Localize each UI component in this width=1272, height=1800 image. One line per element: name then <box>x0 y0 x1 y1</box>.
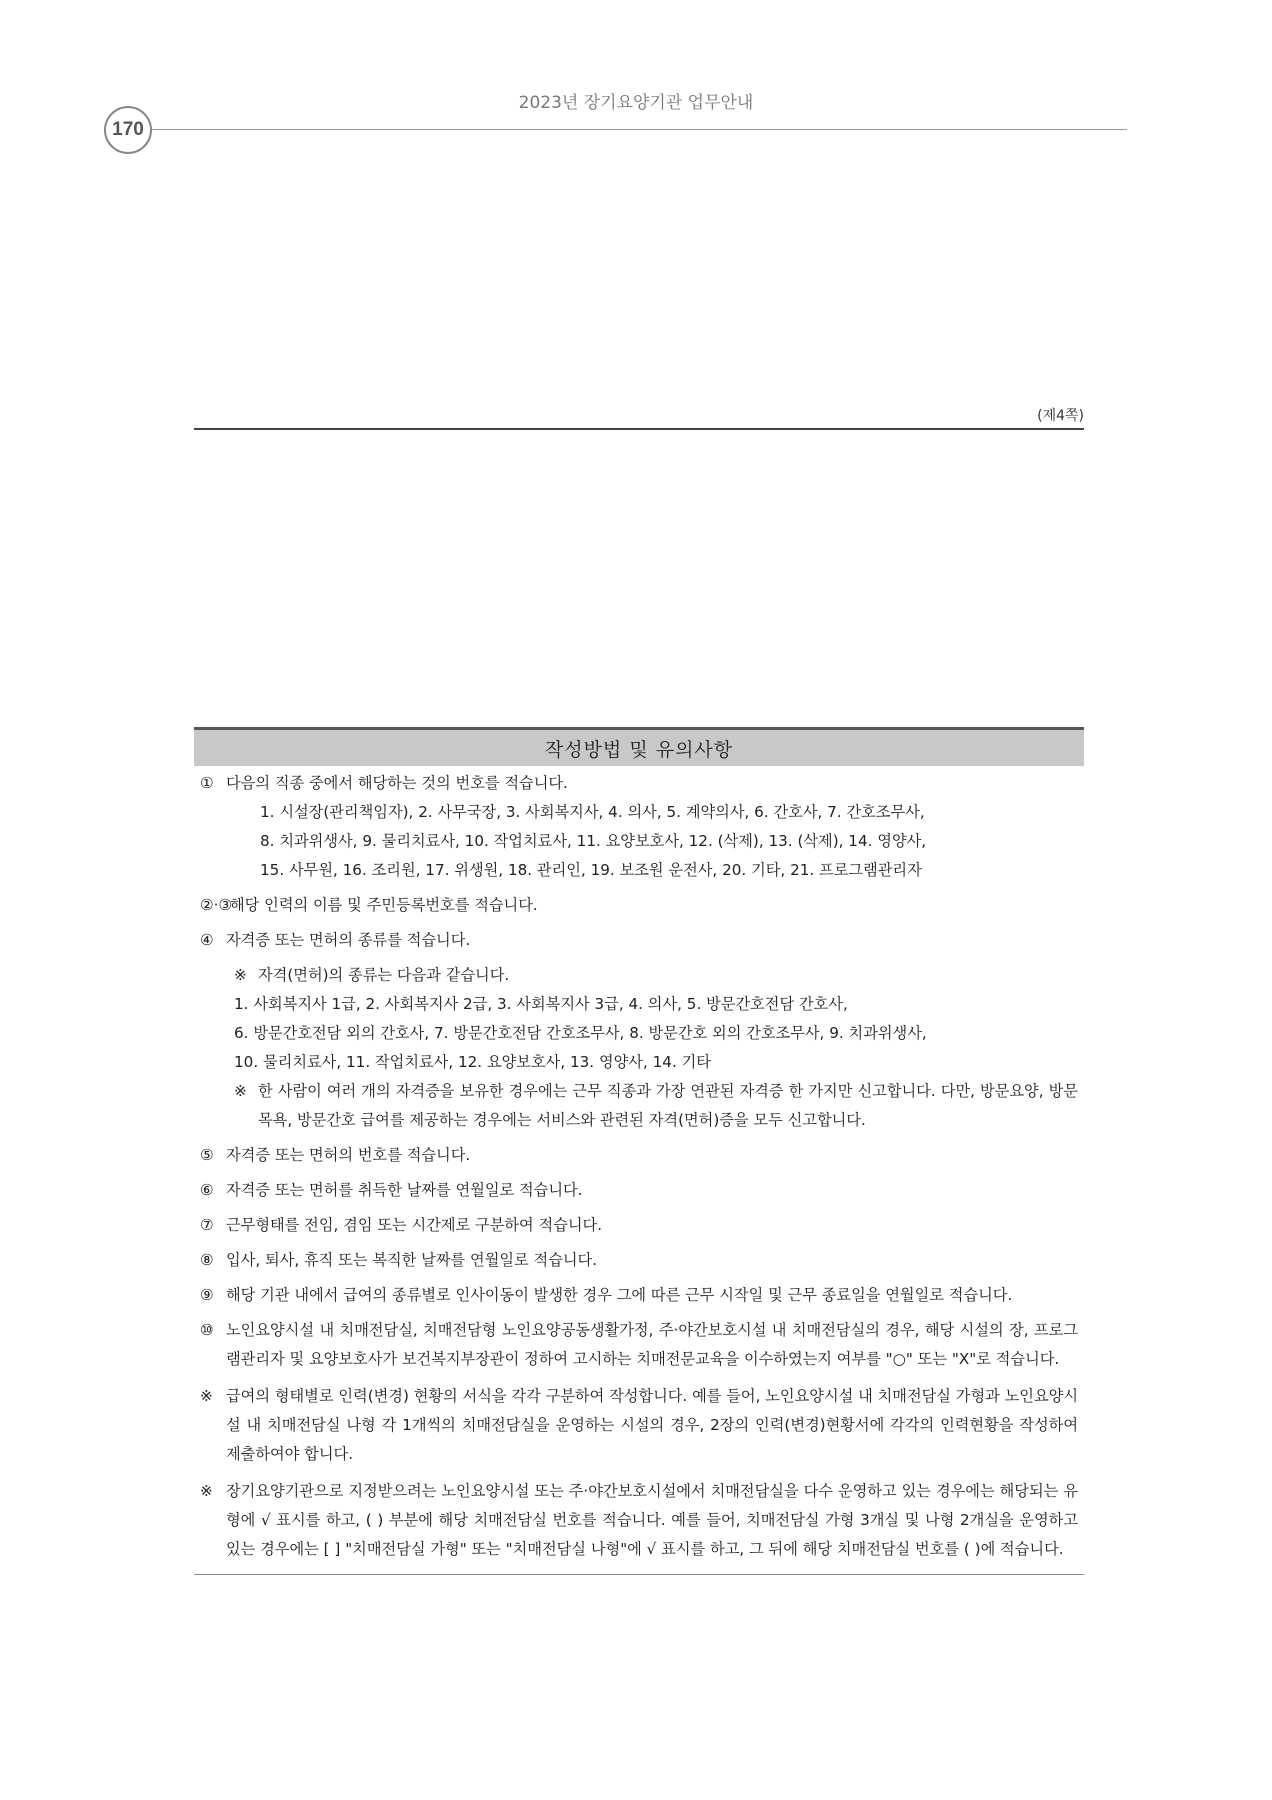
item-text: 근무형태를 전임, 겸임 또는 시간제로 구분하여 적습니다. <box>226 1216 603 1234</box>
general-note-a <box>200 1382 1078 1469</box>
instructions-heading: 작성방법 및 유의사항 <box>194 727 1084 766</box>
instructions-body <box>194 766 1084 1570</box>
instruction-item-2-3 <box>200 891 1078 920</box>
note-text: 자격(면허)의 종류는 다음과 같습니다. <box>258 966 510 984</box>
license-list-line: 10. 물리치료사, 11. 작업치료사, 12. 요양보호사, 13. 영양사, 14. 기타 <box>234 1053 711 1071</box>
note-marker: ※ <box>200 1482 213 1500</box>
instruction-item-10 <box>200 1316 1078 1374</box>
license-types-note <box>234 961 1078 990</box>
instruction-item-8 <box>200 1246 1078 1275</box>
header-rule <box>152 129 1127 130</box>
form-top-rule <box>194 428 1084 430</box>
item-marker: ① <box>200 774 214 792</box>
instruction-item-6 <box>200 1176 1078 1205</box>
item-text: 자격증 또는 면허의 종류를 적습니다. <box>226 931 471 949</box>
item-text: 해당 기관 내에서 급여의 종류별로 인사이동이 발생한 경우 그에 따른 근무 시작일 및 근무 종료일을 연월일로 적습니다. <box>226 1286 1013 1304</box>
item-text: 해당 인력의 이름 및 주민등록번호를 적습니다. <box>230 896 538 914</box>
item-text: 자격증 또는 면허를 취득한 날짜를 연월일로 적습니다. <box>226 1181 583 1199</box>
form-page-indicator: (제4쪽) <box>1037 408 1084 424</box>
item-marker: ⑩ <box>200 1321 214 1339</box>
item-text: 노인요양시설 내 치매전담실, 치매전담형 노인요양공동생활가정, 주·야간보호시설 내 치매전담실의 경우, 해당 시설의 장, 프로그램관리자 및 요양보호사가 보건복지부장관이 정하여 고시하는 치매전문교육을 이수하였는지 여부를 "○" 또는 "X"로 적습니다. <box>226 1321 1078 1368</box>
running-header-title: 2023년 장기요양기관 업무안내 <box>518 93 754 113</box>
note-marker: ※ <box>234 1082 247 1100</box>
section-bottom-rule <box>194 1574 1084 1575</box>
item-marker: ④ <box>200 931 214 949</box>
instruction-item-4 <box>200 926 1078 1135</box>
item-text: 입사, 퇴사, 휴직 또는 복직한 날짜를 연월일로 적습니다. <box>226 1251 598 1269</box>
instruction-item-5 <box>200 1141 1078 1170</box>
item-marker: ⑧ <box>200 1251 214 1269</box>
multiple-license-note <box>234 1077 1078 1135</box>
note-text: 한 사람이 여러 개의 자격증을 보유한 경우에는 근무 직종과 가장 연관된 자격증 한 가지만 신고합니다. 다만, 방문요양, 방문목욕, 방문간호 급여를 제공하는 경우에는 서비스와 관련된 자격(면허)증을 모두 신고합니다. <box>258 1082 1078 1129</box>
note-marker: ※ <box>200 1387 213 1405</box>
license-list-line: 1. 사회복지사 1급, 2. 사회복지사 2급, 3. 사회복지사 3급, 4. 의사, 5. 방문간호전담 간호사, <box>234 995 848 1013</box>
license-list-line: 6. 방문간호전담 외의 간호사, 7. 방문간호전담 간호조무사, 8. 방문간호 외의 간호조무사, 9. 치과위생사, <box>234 1024 927 1042</box>
item-marker: ②·③ <box>200 896 233 914</box>
job-list-line: 1. 시설장(관리책임자), 2. 사무국장, 3. 사회복지사, 4. 의사, 5. 계약의사, 6. 간호사, 7. 간호조무사, <box>260 803 925 821</box>
note-marker: ※ <box>234 966 247 984</box>
job-list-line: 8. 치과위생사, 9. 물리치료사, 10. 작업치료사, 11. 요양보호사, 12. (삭제), 13. (삭제), 14. 영양사, <box>260 832 927 850</box>
page-number-text: 170 <box>112 119 144 140</box>
page-number <box>104 106 152 154</box>
instruction-item-9 <box>200 1281 1078 1310</box>
item-marker: ⑨ <box>200 1286 214 1304</box>
note-text: 장기요양기관으로 지정받으려는 노인요양시설 또는 주·야간보호시설에서 치매전담실을 다수 운영하고 있는 경우에는 해당되는 유형에 √ 표시를 하고, ( ) 부분에 해당 치매전담실 번호를 적습니다. 예를 들어, 치매전담실 가형 3개실 및 나형 2개실을 운영하고 있는 경우에는 [ ] "치매전담실 가형" 또는 "치매전담실 나형"에 √ 표시를 하고, 그 뒤에 해당 치매전담실 번호를 ( )에 적습니다. <box>226 1482 1078 1558</box>
item-text: 자격증 또는 면허의 번호를 적습니다. <box>226 1146 471 1164</box>
item-marker: ⑦ <box>200 1216 214 1234</box>
instruction-item-7 <box>200 1211 1078 1240</box>
instruction-item-1 <box>200 769 1078 885</box>
item-marker: ⑥ <box>200 1181 214 1199</box>
writing-instructions-section <box>194 727 1084 1575</box>
general-note-b <box>200 1477 1078 1564</box>
note-text: 급여의 형태별로 인력(변경) 현황의 서식을 각각 구분하여 작성합니다. 예를 들어, 노인요양시설 내 치매전담실 가형과 노인요양시설 내 치매전담실 나형 각 1개씩의 치매전담실을 운영하는 시설의 경우, 2장의 인력(변경)현황서에 각각의 인력현황을 작성하여 제출하여야 합니다. <box>226 1387 1078 1463</box>
item-marker: ⑤ <box>200 1146 214 1164</box>
item-text: 다음의 직종 중에서 해당하는 것의 번호를 적습니다. <box>226 774 568 792</box>
job-list-line: 15. 사무원, 16. 조리원, 17. 위생원, 18. 관리인, 19. 보조원 운전사, 20. 기타, 21. 프로그램관리자 <box>260 861 922 879</box>
